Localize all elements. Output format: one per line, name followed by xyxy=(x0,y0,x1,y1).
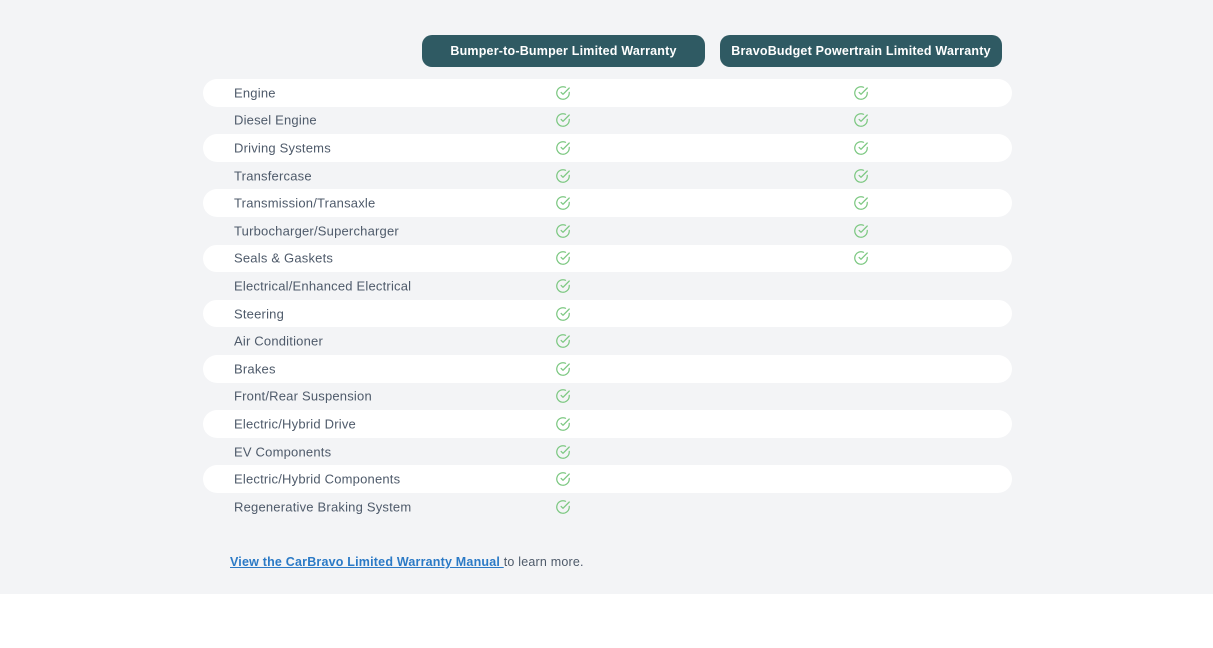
check-circle-icon xyxy=(556,168,571,183)
table-cell-bumper-to-bumper xyxy=(556,140,571,155)
table-cell-bravobudget-powertrain xyxy=(854,361,869,376)
row-label: Transmission/Transaxle xyxy=(234,195,376,211)
table-cell-bravobudget-powertrain xyxy=(854,306,869,321)
table-row xyxy=(203,327,1012,355)
table-row xyxy=(203,107,1012,135)
table-cell-bumper-to-bumper xyxy=(556,306,571,321)
table-row xyxy=(203,383,1012,411)
row-label: Engine xyxy=(234,85,276,101)
table-cell-bumper-to-bumper xyxy=(556,223,571,238)
table-cell-bravobudget-powertrain xyxy=(854,223,869,238)
check-circle-icon xyxy=(556,416,571,431)
table-cell-bumper-to-bumper xyxy=(556,416,571,431)
table-row xyxy=(203,465,1012,493)
table-cell-bumper-to-bumper xyxy=(556,499,571,514)
check-circle-icon xyxy=(556,85,571,100)
warranty-manual-note-suffix: to learn more. xyxy=(503,555,584,569)
row-label: Electrical/Enhanced Electrical xyxy=(234,278,412,294)
table-row xyxy=(203,272,1012,300)
table-cell-bravobudget-powertrain xyxy=(854,416,869,431)
check-circle-icon xyxy=(556,223,571,238)
check-circle-icon xyxy=(854,168,869,183)
row-label: Air Conditioner xyxy=(234,333,323,349)
table-row xyxy=(203,162,1012,190)
table-cell-bumper-to-bumper xyxy=(556,334,571,349)
table-row xyxy=(203,493,1012,521)
table-cell-bumper-to-bumper xyxy=(556,196,571,211)
check-circle-icon xyxy=(556,361,571,376)
check-circle-icon xyxy=(556,472,571,487)
table-row xyxy=(203,245,1012,273)
check-circle-icon xyxy=(854,196,869,211)
table-cell-bravobudget-powertrain xyxy=(854,140,869,155)
check-circle-icon xyxy=(556,251,571,266)
table-cell-bravobudget-powertrain xyxy=(854,85,869,100)
column-header-bravobudget-powertrain: BravoBudget Powertrain Limited Warranty xyxy=(720,35,1002,67)
warranty-column-headers xyxy=(0,35,1213,67)
table-cell-bravobudget-powertrain xyxy=(854,389,869,404)
warranty-coverage-table xyxy=(203,79,1012,521)
table-row xyxy=(203,79,1012,107)
table-cell-bravobudget-powertrain xyxy=(854,334,869,349)
check-circle-icon xyxy=(854,113,869,128)
table-cell-bravobudget-powertrain xyxy=(854,196,869,211)
table-cell-bravobudget-powertrain xyxy=(854,499,869,514)
row-label: Transfercase xyxy=(234,168,312,184)
table-cell-bumper-to-bumper xyxy=(556,444,571,459)
table-cell-bumper-to-bumper xyxy=(556,168,571,183)
row-label: Brakes xyxy=(234,361,276,377)
table-cell-bravobudget-powertrain xyxy=(854,251,869,266)
table-row xyxy=(203,355,1012,383)
table-row xyxy=(203,410,1012,438)
table-cell-bravobudget-powertrain xyxy=(854,472,869,487)
table-cell-bravobudget-powertrain xyxy=(854,113,869,128)
row-label: Diesel Engine xyxy=(234,112,317,128)
row-label: Steering xyxy=(234,306,285,322)
check-circle-icon xyxy=(854,140,869,155)
table-row xyxy=(203,134,1012,162)
check-circle-icon xyxy=(556,278,571,293)
check-circle-icon xyxy=(556,113,571,128)
check-circle-icon xyxy=(556,306,571,321)
table-cell-bumper-to-bumper xyxy=(556,389,571,404)
warranty-manual-note xyxy=(230,555,584,569)
row-label: Electric/Hybrid Components xyxy=(234,471,401,487)
check-circle-icon xyxy=(854,85,869,100)
table-cell-bumper-to-bumper xyxy=(556,361,571,376)
check-circle-icon xyxy=(854,251,869,266)
table-row xyxy=(203,189,1012,217)
row-label: EV Components xyxy=(234,444,332,460)
table-cell-bravobudget-powertrain xyxy=(854,444,869,459)
table-row xyxy=(203,217,1012,245)
check-circle-icon xyxy=(556,444,571,459)
table-cell-bumper-to-bumper xyxy=(556,278,571,293)
table-cell-bumper-to-bumper xyxy=(556,85,571,100)
check-circle-icon xyxy=(556,334,571,349)
table-row xyxy=(203,438,1012,466)
row-label: Driving Systems xyxy=(234,140,331,156)
row-label: Turbocharger/Supercharger xyxy=(234,223,399,239)
check-circle-icon xyxy=(556,499,571,514)
check-circle-icon xyxy=(556,389,571,404)
row-label: Front/Rear Suspension xyxy=(234,388,372,404)
table-cell-bumper-to-bumper xyxy=(556,472,571,487)
warranty-manual-link[interactable]: View the CarBravo Limited Warranty Manual xyxy=(230,555,504,569)
table-cell-bravobudget-powertrain xyxy=(854,278,869,293)
check-circle-icon xyxy=(854,223,869,238)
table-row xyxy=(203,300,1012,328)
table-cell-bumper-to-bumper xyxy=(556,113,571,128)
column-header-bumper-to-bumper: Bumper-to-Bumper Limited Warranty xyxy=(422,35,705,67)
table-cell-bravobudget-powertrain xyxy=(854,168,869,183)
table-cell-bumper-to-bumper xyxy=(556,251,571,266)
row-label: Seals & Gaskets xyxy=(234,250,334,266)
row-label: Electric/Hybrid Drive xyxy=(234,416,356,432)
check-circle-icon xyxy=(556,196,571,211)
check-circle-icon xyxy=(556,140,571,155)
row-label: Regenerative Braking System xyxy=(234,499,412,515)
